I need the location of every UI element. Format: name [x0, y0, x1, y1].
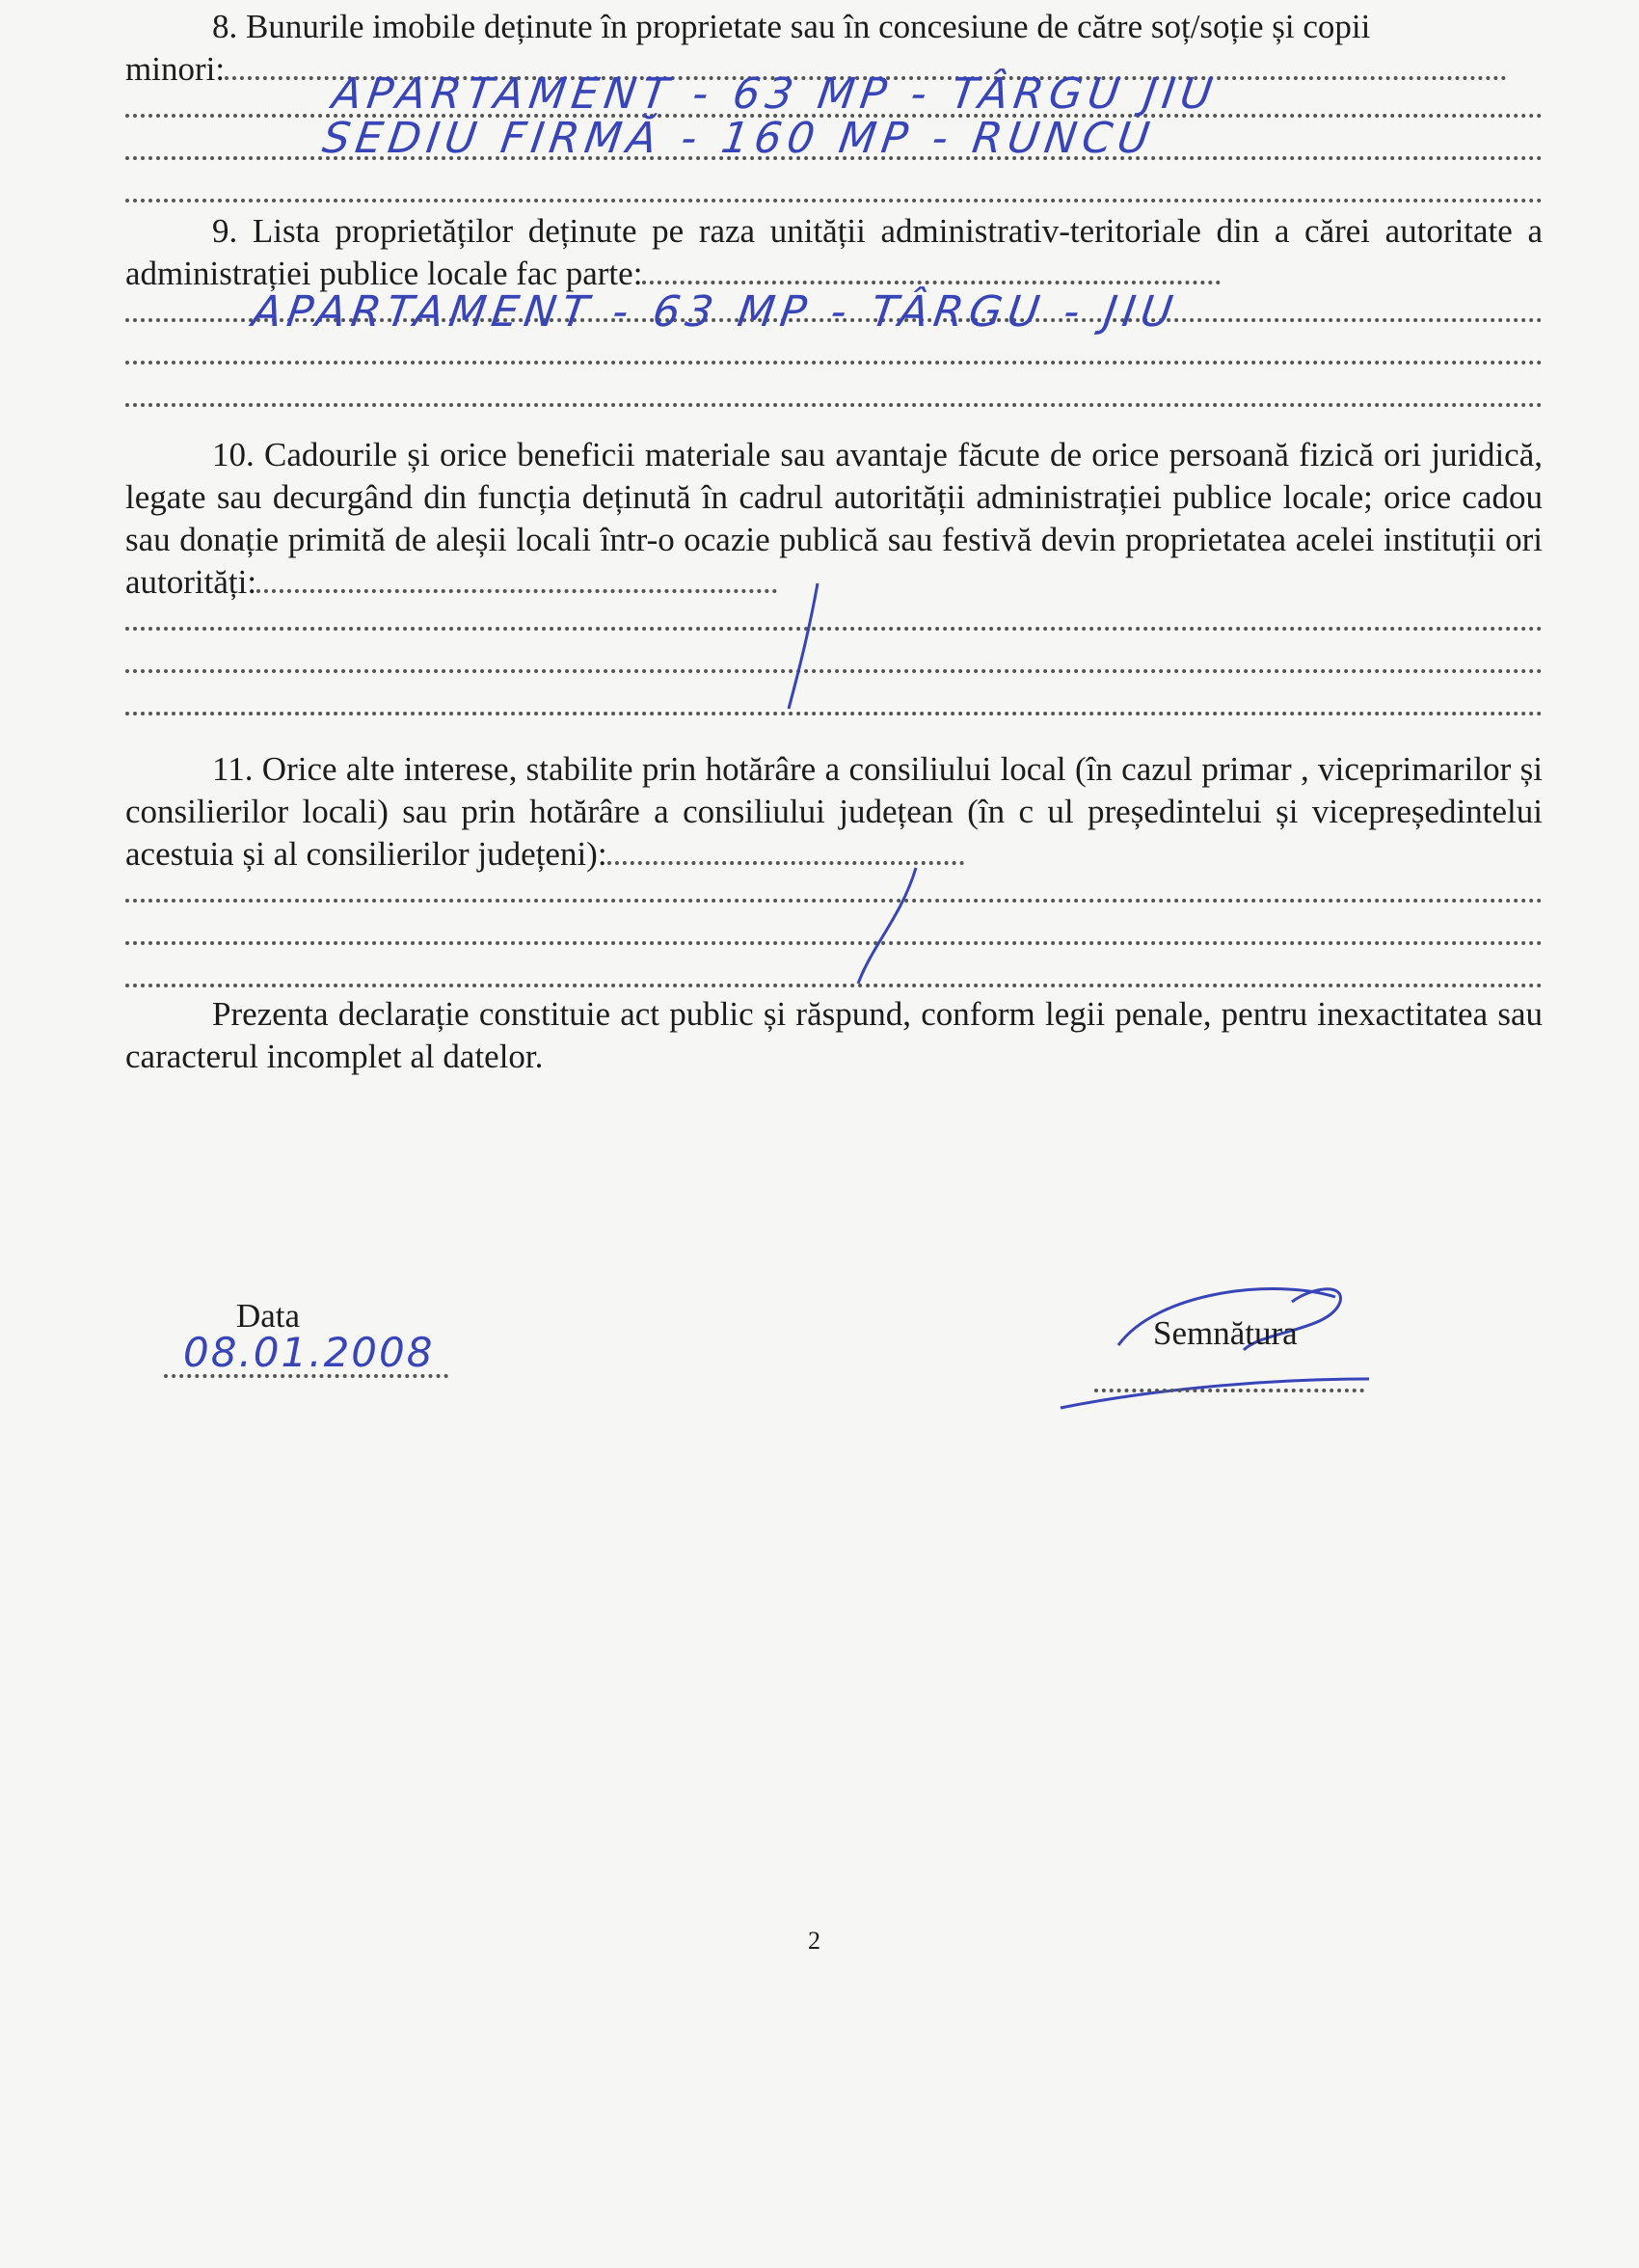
page-number: 2 — [808, 1927, 820, 1955]
signature-label: Semnătura — [1153, 1314, 1298, 1352]
handwritten-s8-entry-1: APARTAMENT - 63 MP - TÂRGU JIU — [329, 69, 1222, 119]
handwritten-s8-entry-2: SEDIU FIRMĂ - 160 MP - RUNCU — [319, 114, 1159, 163]
section-8-line1: 8. Bunurile imobile deținute în proprietate sau în concesiune de către soț/soție și copii — [212, 8, 1371, 45]
section-8-line2: minori: — [125, 50, 226, 88]
section-11-text: 11. Orice alte interese, stabilite prin hotărâre a consiliului local (în cazul primar , viceprimarilor și consilierilor locali) sau prin hotărâre a consiliului județean (în c ul președintelui și vicepreședintelui acestuia și al consilierilor județeni): — [125, 750, 1543, 873]
slash-section-11 — [858, 868, 916, 984]
date-handwritten: 08.01.2008 — [183, 1329, 435, 1376]
signature-dotted-line — [1094, 1360, 1364, 1392]
slash-section-10 — [789, 583, 818, 709]
section-10-text: 10. Cadourile și orice beneficii materiale sau avantaje făcute de orice persoană fizică ori juridică, legate sau decurgând din funcția deținută în cadrul autorității administrației publice locale; orice cadou sau donație primită de aleșii locali într-o ocazie publică sau festivă devin proprietatea acelei instituții ori autorități: — [125, 436, 1543, 601]
date-label: Data — [236, 1297, 301, 1335]
handwritten-s9-entry-1: APARTAMENT - 63 MP - TÂRGU - JIU — [249, 287, 1182, 337]
section-9-text: 9. Lista proprietăților deținute pe raza unității administrativ-teritoriale din a cărei autoritate a administrației publice locale fac parte: — [125, 212, 1543, 292]
declaration-text: Prezenta declarație constituie act public și răspund, conform legii penale, pentru inexactitatea sau caracterul incomplet al datelor. — [125, 995, 1543, 1075]
